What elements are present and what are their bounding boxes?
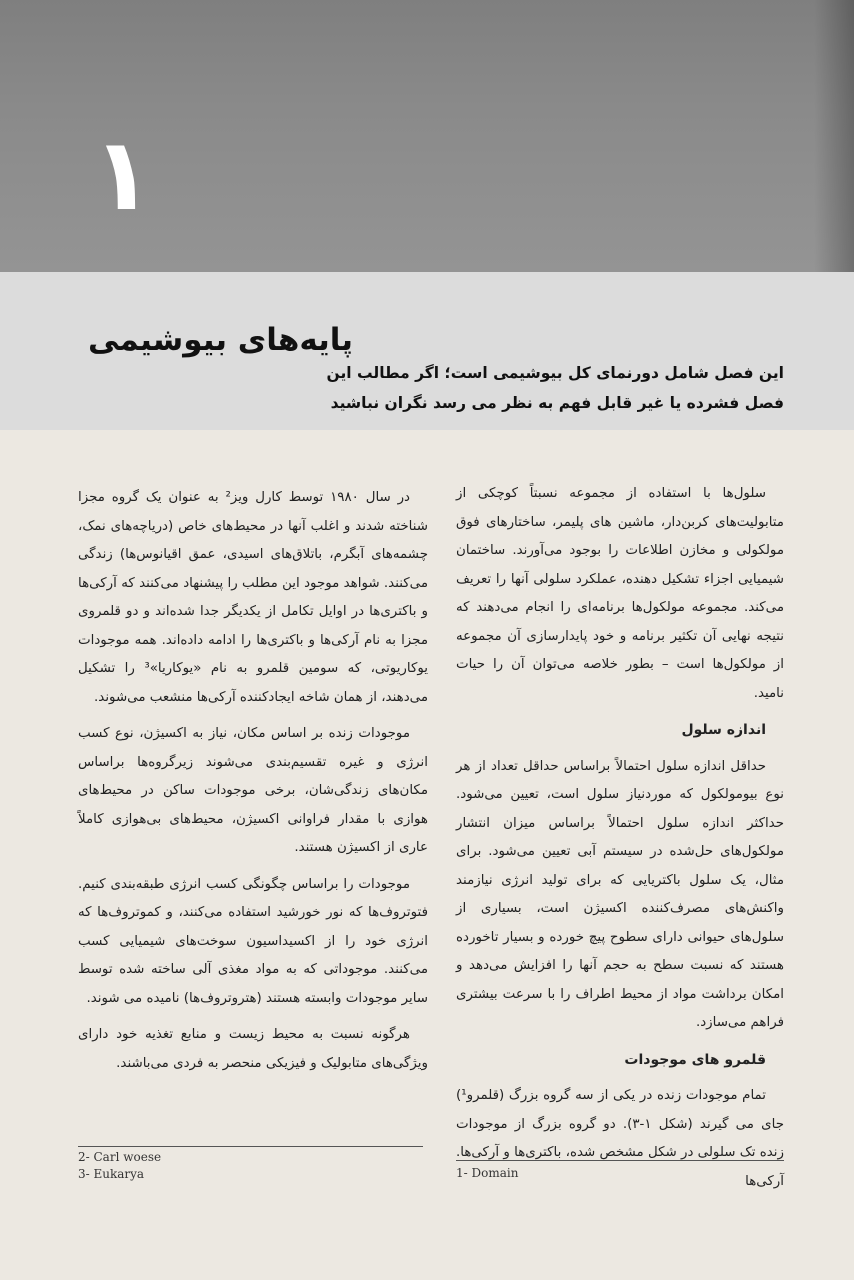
paragraph: موجودات زنده بر اساس مکان، نیاز به اکسیژن، نوع کسب انرژی و غیره تقسیم‌بندی می‌شوند زیرگروه‌ها براساس مکان‌های زندگی‌شان، برخی موجودات ساکن در محیط‌های هوازی با مقدار فراوانی اکسیژن، محیط‌های بی‌هوازی کاملاً عاری از اکسیژن هستند. xyxy=(78,726,428,855)
footnotes-right xyxy=(456,1160,784,1182)
left-column xyxy=(78,484,428,1086)
paragraph: سلول‌ها با استفاده از مجموعه نسبتاً کوچکی از متابولیت‌های کربن‌دار، ماشین های پلیمر، ساختارهای فوق مولکولی و مخازن اطلاعات را بوجود می‌آورند. ساختمان شیمیایی اجزاء تشکیل دهنده، عملکرد سلولی آنها را تعریف می‌کند. مجموعه مولکول‌ها برنامه‌ای را انجام می‌دهند که نتیجه نهایی آن تکثیر برنامه و خود پایدارسازی آن مجموعه از مولکول‌ها است – بطور خلاصه می‌توان آن را حیات نامید. xyxy=(456,486,784,701)
paragraph: هرگونه نسبت به محیط زیست و منابع تغذیه خود دارای ویژگی‌های متابولیک و فیزیکی منحصر به فردی می‌باشند. xyxy=(78,1027,428,1071)
footnote: 2- Carl woese xyxy=(78,1150,162,1164)
section-heading-cell-size: اندازه سلول xyxy=(681,722,766,738)
intro-line-2: فصل فشرده یا غیر قابل فهم به نظر می رسد نگران نباشید xyxy=(330,394,784,412)
chapter-intro xyxy=(314,358,784,418)
footnote: 3- Eukarya xyxy=(78,1167,145,1181)
section-heading-domains: قلمرو های موجودات xyxy=(624,1051,766,1068)
chapter-title: پایه‌های بیوشیمی xyxy=(88,322,354,358)
intro-line-1: این فصل شامل دورنمای کل بیوشیمی است؛ اگر مطالب این xyxy=(326,364,784,382)
paragraph: موجودات را براساس چگونگی کسب انرژی طبقه‌بندی کنیم. فتوتروف‌ها که نور خورشید استفاده می‌کنند، و کموتروف‌ها که انرژی خود را از اکسیداسیون سوخت‌های شیمیایی کسب می‌کنند. موجوداتی که به مواد مغذی آلی ساخته شده توسط سایر موجودات وابسته هستند (هتروتروف‌ها) نامیده می شوند. xyxy=(78,876,428,1006)
paragraph: حداقل اندازه سلول احتمالاً براساس حداقل تعداد از هر نوع بیومولکول که موردنیاز سلول است، تعیین می‌شود. حداکثر اندازه سلول احتمالاً براساس میزان انتشار مولکول‌های حل‌شده در سیستم آبی تعیین می‌شود. برای مثال، یک سلول باکتریایی که برای تولید انرژی نیازمند واکنش‌های مصرف‌کننده اکسیژن است، بسیاری از سلول‌های حیوانی دارای سطوح پیچ خورده و بسیار تاخورده هستند که نسبت سطح به حجم آنها را افزایش می‌دهد و امکان برداشت مواد از محیط اطراف را با سرعت بیشتری فراهم می‌سازد. xyxy=(456,758,784,1030)
footnote: 1- Domain xyxy=(456,1166,519,1180)
chapter-number: ۱ xyxy=(92,116,154,233)
right-column xyxy=(456,480,784,1204)
paragraph: تمام موجودات زنده در یکی از سه گروه بزرگ (قلمرو¹) جای می گیرند (شکل ۱-۳). دو گروه بزرگ از موجودات زنده تک سلولی در شکل مشخص شده، باکتری‌ها و آرکی‌ها. آرکی‌ها xyxy=(456,1088,784,1189)
footnotes-left xyxy=(78,1146,423,1183)
chapter-banner xyxy=(0,0,854,272)
paragraph: در سال ۱۹۸۰ توسط کارل ویز² به عنوان یک گروه مجزا شناخته شدند و اغلب آنها در محیط‌های خاص (دریاچه‌های نمک، چشمه‌های آبگرم، باتلاق‌های اسیدی، عمق اقیانوس‌ها) زندگی می‌کنند. شواهد موجود این مطلب را پیشنهاد می‌کنند که آرکی‌ها و باکتری‌ها در اوایل تکامل از یکدیگر جدا شده‌اند و دو قلمروی مجزا به نام آرکی‌ها و باکتری‌ها را ادامه داده‌اند. همه موجودات یوکاریوتی، که سومین قلمرو به نام «یوکاریا»³ را تشکیل می‌دهند، از همان شاخه ایجادکننده آرکی‌ها منشعب می‌شوند. xyxy=(78,490,429,705)
